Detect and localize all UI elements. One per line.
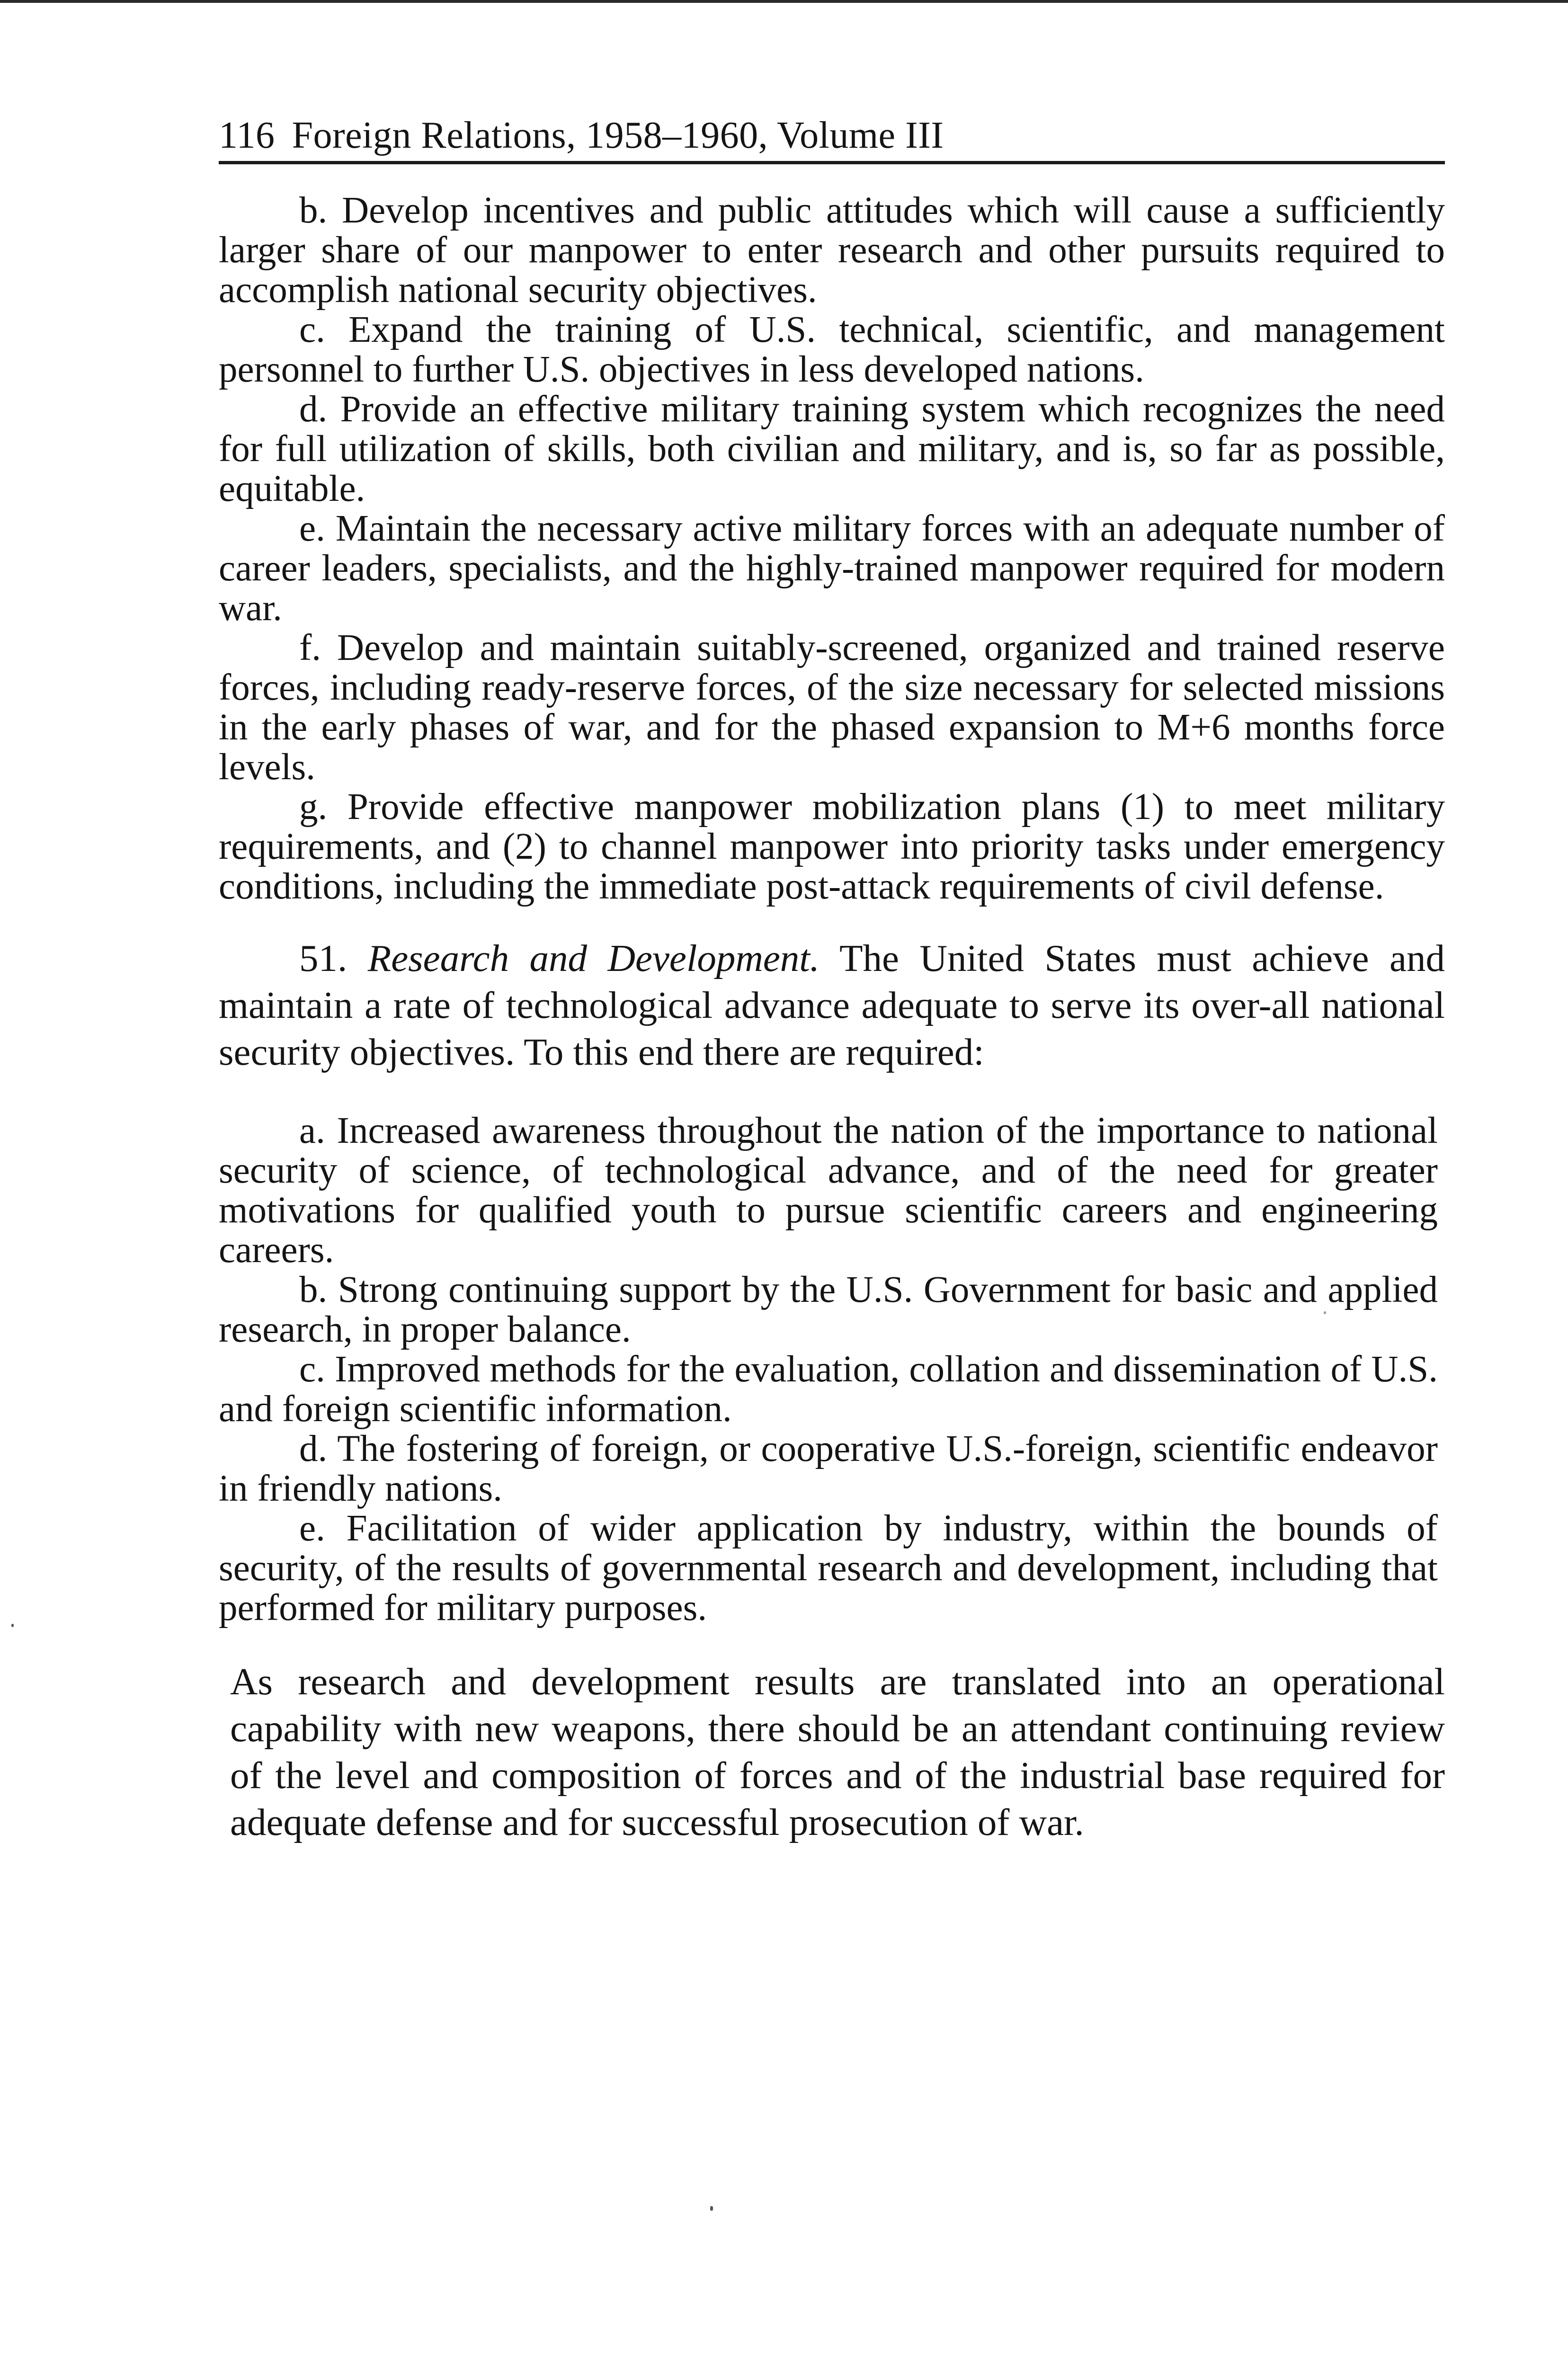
requirement-item-c: c. Improved methods for the evaluation, collation and dissemination of U.S. and foreign scientific information. [219, 1349, 1438, 1430]
running-title: Foreign Relations, 1958–1960, Volume III [292, 115, 944, 156]
requirement-item-b: b. Strong continuing support by the U.S. Government for basic and applied research, in proper balance. [219, 1269, 1438, 1350]
continued-items-list [219, 191, 1445, 907]
scan-top-border [0, 0, 1568, 3]
scan-speck [11, 1624, 14, 1627]
header-rule [219, 161, 1445, 164]
list-item-c: c. Expand the training of U.S. technical, scientific, and management personnel to further U.S. objectives in less developed nations. [219, 309, 1445, 390]
page-number: 116 [219, 115, 275, 156]
section-51-paragraph [219, 935, 1445, 1076]
list-item-b: b. Develop incentives and public attitudes which will cause a sufficiently larger share of our manpower to enter research and other pursuits required to accomplish national security objectives. [219, 190, 1445, 311]
running-head [219, 114, 1445, 157]
scan-speck [1324, 1311, 1326, 1314]
requirement-item-d: d. The fostering of foreign, or cooperative U.S.-foreign, scientific endeavor in friendly nations. [219, 1428, 1438, 1509]
scan-speck [710, 2206, 713, 2211]
list-item-g: g. Provide effective manpower mobilization plans (1) to meet military requirements, and (2) to channel manpower into priority tasks under emergency conditions, including the immediate post-attack requirements of civil defense. [219, 786, 1445, 907]
requirements-list [219, 1111, 1438, 1628]
list-item-e: e. Maintain the necessary active military forces with an adequate number of career leaders, specialists, and the highly-trained manpower required for modern war. [219, 508, 1445, 629]
section-intro-text: The United States must achieve and maintain a rate of technological advance adequate to serve its over-all national security objectives. To this end there are required: [219, 937, 1445, 1073]
list-item-f: f. Develop and maintain suitably-screened, organized and trained reserve forces, including ready-reserve forces, of the size necessary for selected missions in the early phases of war, and for the phased expansion to M+6 months force levels. [219, 627, 1445, 788]
requirement-item-e: e. Facilitation of wider application by industry, within the bounds of security, of the results of governmental research and development, including that performed for military purposes. [219, 1508, 1438, 1628]
document-page [219, 114, 1445, 1846]
section-number: 51. [299, 937, 347, 979]
closing-paragraph: As research and development results are translated into an operational capability with new weapons, there should be an attendant continuing review of the level and composition of forces and of the industrial base required for adequate defense and for successful prosecution of war. [230, 1660, 1445, 1843]
section-heading: Research and Development. [367, 937, 820, 979]
list-item-d: d. Provide an effective military training system which recognizes the need for full utilization of skills, both civilian and military, and is, so far as possible, equitable. [219, 389, 1445, 509]
requirement-item-a: a. Increased awareness throughout the nation of the importance to national security of science, of technological advance, and of the need for greater motivations for qualified youth to pursue scientific careers and engineering careers. [219, 1110, 1438, 1271]
